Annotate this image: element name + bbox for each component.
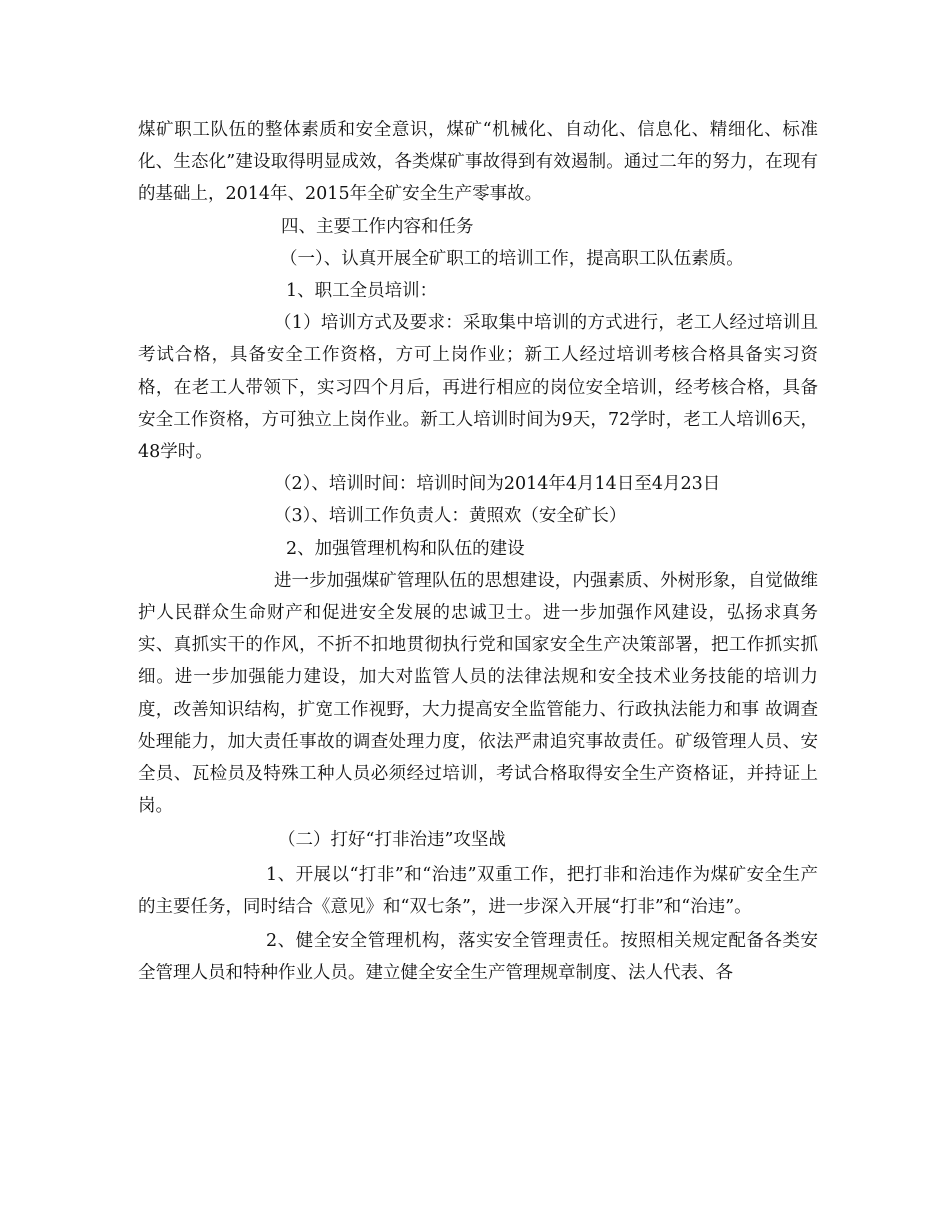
item-heading-staff-training: 1、职工全员培训：	[286, 281, 438, 302]
intro-paragraph: 煤矿职工队伍的整体素质和安全意识，煤矿“机械化、自动化、信息化、精细化、标准化、生态化”建设取得明显成效，各类煤矿事故得到有效遏制。通过二年的努力，在现有的基础上，2014年、2015年全矿安全生产零事故。	[138, 120, 818, 205]
training-method-paragraph: （1）培训方式及要求：采取集中培训的方式进行，老工人经过培训且考试合格，具备安全工作资格，方可上岗作业；新工人经过培训考核合格具备实习资格，在老工人带领下，实习四个月后，再进行相应的岗位安全培训，经考核合格，具备安全工作资格，方可独立上岗作业。新工人培训时间为9天，72学时，老工人培训6天，48学时。	[138, 313, 818, 463]
document-body	[138, 114, 818, 989]
item-heading-management: 2、加强管理机构和队伍的建设	[286, 538, 525, 559]
safety-organization-paragraph: 2、健全安全管理机构，落实安全管理责任。按照相关规定配备各类安全管理人员和特种作业人员。建立健全安全生产管理规章制度、法人代表、各	[138, 931, 818, 984]
crackdown-paragraph: 1、开展以“打非”和“治违”双重工作，把打非和治违作为煤矿安全生产的主要任务，同时结合《意见》和“双七条”，进一步深入开展“打非”和“治违”。	[138, 864, 818, 917]
subsection-heading-two: （二）打好“打非治违”攻坚战	[278, 830, 506, 851]
training-time-line: （2）、培训时间：培训时间为2014年4月14日至4月23日	[274, 474, 721, 495]
management-paragraph: 进一步加强煤矿管理队伍的思想建设，内强素质、外树形象，自觉做维护人民群众生命财产和促进安全发展的忠诚卫士。进一步加强作风建设，弘扬求真务实、真抓实干的作风，不折不扣地贯彻执行党和国家安全生产决策部署，把工作抓实抓细。进一步加强能力建设，加大对监管人员的法律法规和安全技术业务技能的培训力度，改善知识结构，扩宽工作视野，大力提高安全监管能力、行政执法能力和事 故调查处理能力，加大责任事故的调查处理力度，依法严肃追究事故责任。矿级管理人员、安全员、瓦检员及特殊工种人员必须经过培训，考试合格取得安全生产资格证，并持证上岗。	[138, 570, 818, 817]
training-lead-line: （3）、培训工作负责人：黄照欢（安全矿长）	[274, 506, 627, 527]
subsection-heading-one: （一）、认真开展全矿职工的培训工作，提高职工队伍素质。	[280, 248, 744, 269]
section-heading-four: 四、主要工作内容和任务	[281, 216, 474, 237]
